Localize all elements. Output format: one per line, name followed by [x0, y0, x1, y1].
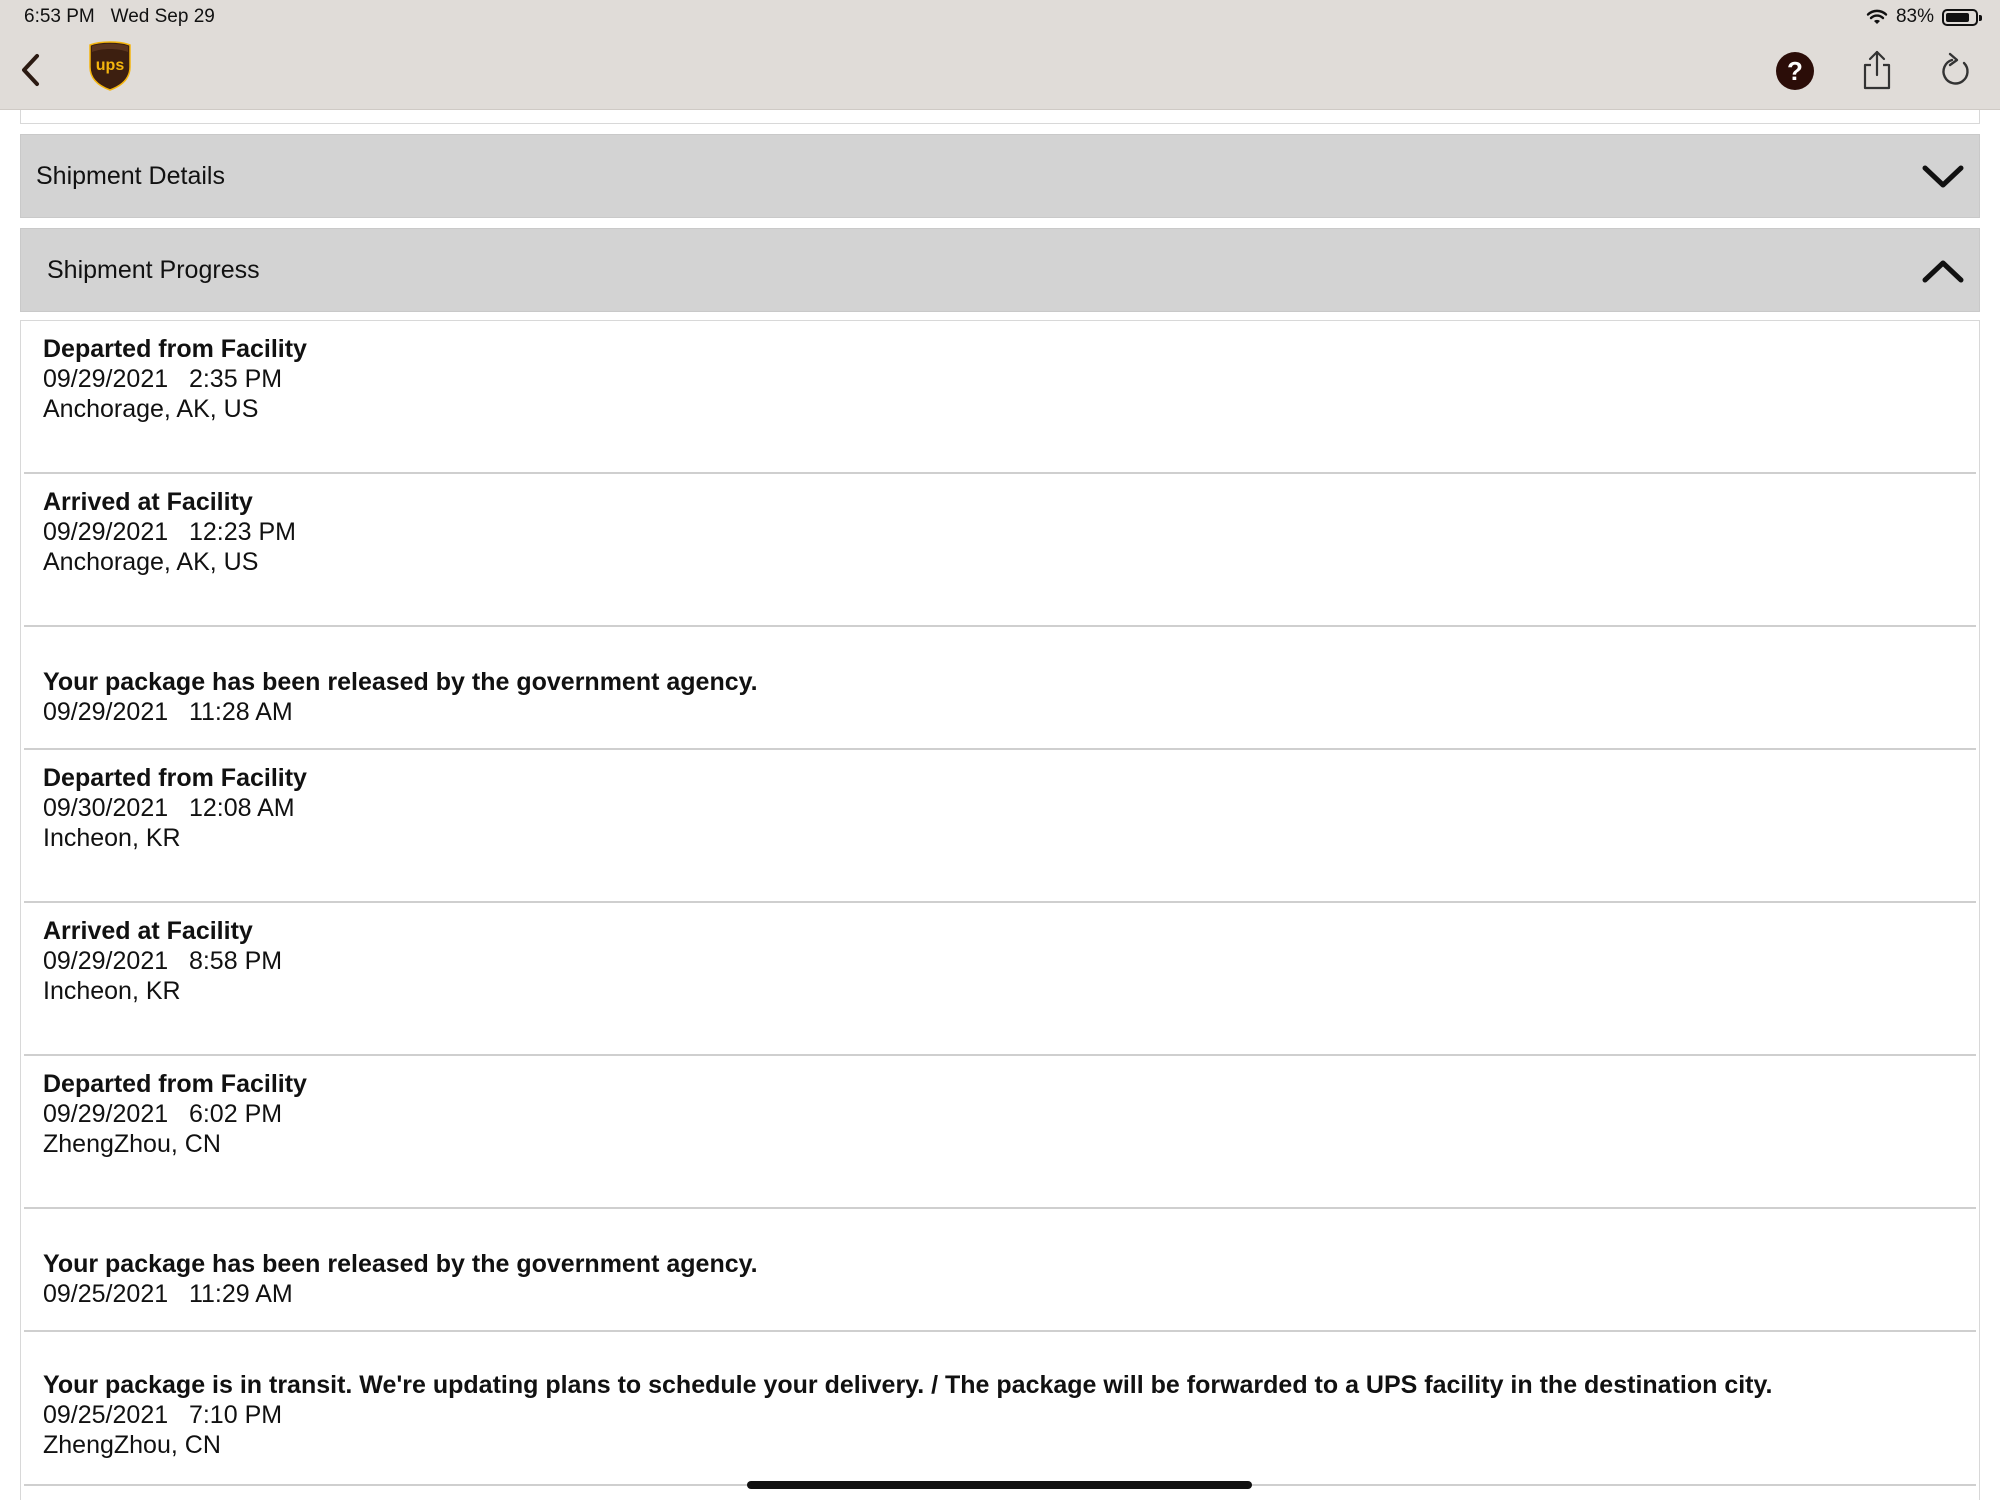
event-location: Incheon, KR	[43, 977, 181, 1005]
chevron-down-icon	[1919, 153, 1967, 201]
chevron-up-icon	[1919, 247, 1967, 295]
home-indicator[interactable]	[747, 1481, 1252, 1489]
event-title: Departed from Facility	[43, 764, 307, 792]
status-indicators	[1866, 6, 1978, 28]
event-datetime: 09/29/2021 11:28 AM	[43, 698, 293, 726]
event-location: Incheon, KR	[43, 824, 181, 852]
event-datetime: 09/25/2021 7:10 PM	[43, 1401, 283, 1429]
share-button[interactable]	[1857, 48, 1897, 92]
progress-event	[24, 321, 1976, 474]
event-datetime: 09/29/2021 6:02 PM	[43, 1100, 283, 1128]
battery-percent: 83%	[1895, 6, 1934, 27]
shipment-progress-list	[20, 320, 1980, 1500]
shipment-progress-header[interactable]	[20, 228, 1980, 312]
status-time-date	[24, 6, 215, 28]
event-location: Anchorage, AK, US	[43, 548, 259, 576]
event-datetime: 09/29/2021 2:35 PM	[43, 365, 283, 393]
share-icon	[1860, 49, 1894, 91]
ups-shield-icon	[88, 40, 132, 92]
event-datetime: 09/29/2021 8:58 PM	[43, 947, 283, 975]
progress-event	[24, 1332, 1976, 1486]
shipment-details-label: Shipment Details	[36, 161, 225, 190]
shipment-progress-label: Shipment Progress	[47, 255, 260, 284]
event-title: Arrived at Facility	[43, 917, 253, 945]
logo-text: ups	[95, 57, 125, 74]
chevron-left-icon	[18, 52, 42, 88]
progress-event	[24, 474, 1976, 627]
event-title: Arrived at Facility	[43, 488, 253, 516]
ups-logo	[86, 38, 134, 94]
progress-event	[24, 627, 1976, 750]
wifi-icon	[1866, 9, 1888, 25]
status-date: Wed Sep 29	[110, 6, 215, 27]
progress-event	[24, 750, 1976, 903]
svg-text:?: ?	[1787, 56, 1803, 86]
question-circle-icon	[1774, 50, 1816, 92]
event-location: Anchorage, AK, US	[43, 395, 259, 423]
event-location: ZhengZhou, CN	[43, 1130, 221, 1158]
back-button[interactable]	[12, 48, 48, 92]
refresh-button[interactable]	[1935, 50, 1975, 92]
event-title: Your package has been released by the government agency.	[43, 668, 758, 696]
refresh-icon	[1938, 52, 1972, 90]
progress-event	[24, 903, 1976, 1056]
shipment-details-header[interactable]	[20, 134, 1980, 218]
event-datetime: 09/25/2021 11:29 AM	[43, 1280, 293, 1308]
battery-icon	[1942, 9, 1978, 26]
status-bar	[0, 0, 2000, 34]
help-button[interactable]	[1774, 50, 1816, 92]
event-title: Your package has been released by the government agency.	[43, 1250, 758, 1278]
previous-card-bottom	[20, 110, 1980, 124]
status-time: 6:53 PM	[24, 6, 95, 27]
nav-bar	[0, 34, 2000, 110]
event-title: Your package is in transit. We're updating plans to schedule your delivery. / The package will be forwarded to a UPS facility in the destination city.	[43, 1371, 1773, 1399]
progress-event	[24, 1209, 1976, 1332]
event-location: ZhengZhou, CN	[43, 1431, 221, 1459]
event-datetime: 09/30/2021 12:08 AM	[43, 794, 295, 822]
event-title: Departed from Facility	[43, 335, 307, 363]
event-datetime: 09/29/2021 12:23 PM	[43, 518, 296, 546]
progress-event	[24, 1056, 1976, 1209]
event-title: Departed from Facility	[43, 1070, 307, 1098]
